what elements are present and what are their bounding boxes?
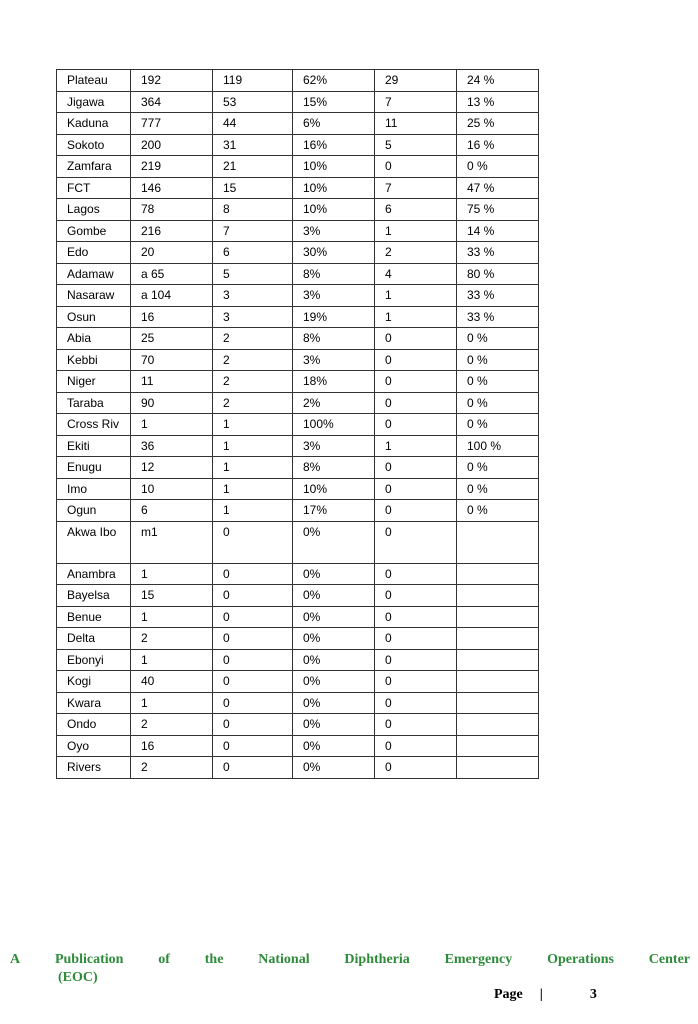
table-row xyxy=(57,328,539,350)
table-cell: 3% xyxy=(293,285,375,307)
table-cell: 78 xyxy=(131,199,213,221)
table-row xyxy=(57,306,539,328)
table-cell: Kogi xyxy=(57,671,131,693)
table-cell: 0 % xyxy=(457,328,539,350)
table-cell: 0 % xyxy=(457,371,539,393)
table-row xyxy=(57,735,539,757)
table-cell: 0 xyxy=(375,606,457,628)
table-cell: 0 xyxy=(375,371,457,393)
table-cell: FCT xyxy=(57,177,131,199)
table-cell: 2 xyxy=(375,242,457,264)
table-cell: 1 xyxy=(131,649,213,671)
table-cell: 8% xyxy=(293,263,375,285)
table-cell: 2 xyxy=(213,392,293,414)
page-number: 3 xyxy=(589,987,597,1002)
table-row xyxy=(57,70,539,92)
table-cell: Osun xyxy=(57,306,131,328)
table-cell: 8 xyxy=(213,199,293,221)
table-cell: 1 xyxy=(375,220,457,242)
table-cell: 33 % xyxy=(457,285,539,307)
table-cell: 2 xyxy=(213,371,293,393)
table-cell: 0% xyxy=(293,757,375,779)
table-body xyxy=(57,70,539,779)
table-cell: 6 xyxy=(131,500,213,522)
table-cell: 0 xyxy=(375,500,457,522)
table-cell: 200 xyxy=(131,134,213,156)
table-cell: Oyo xyxy=(57,735,131,757)
table-cell: 17% xyxy=(293,500,375,522)
table-cell: 62% xyxy=(293,70,375,92)
table-row xyxy=(57,263,539,285)
table-cell: 0 xyxy=(213,563,293,585)
table-cell: 19% xyxy=(293,306,375,328)
table-cell: 0 % xyxy=(457,457,539,479)
table-cell: Anambra xyxy=(57,563,131,585)
table-cell xyxy=(457,563,539,585)
table-row xyxy=(57,371,539,393)
table-cell: 6 xyxy=(375,199,457,221)
table-cell: 6% xyxy=(293,113,375,135)
table-cell: 6 xyxy=(213,242,293,264)
table-cell: Delta xyxy=(57,628,131,650)
table-cell: 0 % xyxy=(457,349,539,371)
table-cell: 3% xyxy=(293,220,375,242)
table-cell: 0% xyxy=(293,649,375,671)
table-cell: Ondo xyxy=(57,714,131,736)
table-cell: 0 xyxy=(375,478,457,500)
table-cell: 0% xyxy=(293,606,375,628)
table-cell: 0 xyxy=(375,585,457,607)
table-cell: 0 xyxy=(375,692,457,714)
table-cell: 1 xyxy=(131,606,213,628)
table-cell: 10% xyxy=(293,478,375,500)
table-cell: 8% xyxy=(293,457,375,479)
table-cell: 24 % xyxy=(457,70,539,92)
table-cell: Jigawa xyxy=(57,91,131,113)
table-cell: 0 xyxy=(375,563,457,585)
table-row xyxy=(57,478,539,500)
table-cell: Kaduna xyxy=(57,113,131,135)
table-cell: 12 xyxy=(131,457,213,479)
table-cell xyxy=(457,585,539,607)
table-row xyxy=(57,113,539,135)
table-cell xyxy=(457,606,539,628)
table-cell: Adamaw xyxy=(57,263,131,285)
table-cell: 11 xyxy=(375,113,457,135)
table-cell: Ekiti xyxy=(57,435,131,457)
table-cell: 0 xyxy=(375,714,457,736)
table-cell: 36 xyxy=(131,435,213,457)
table-row xyxy=(57,671,539,693)
table-row xyxy=(57,285,539,307)
table-cell: 0 xyxy=(213,714,293,736)
table-cell: 0 % xyxy=(457,414,539,436)
table-cell: 20 xyxy=(131,242,213,264)
table-cell: 4 xyxy=(375,263,457,285)
table-cell: 16 xyxy=(131,735,213,757)
table-cell: 0 xyxy=(375,671,457,693)
table-cell: Ogun xyxy=(57,500,131,522)
table-cell: 18% xyxy=(293,371,375,393)
table-cell: 10% xyxy=(293,156,375,178)
table-cell: 3 xyxy=(213,285,293,307)
table-cell: 0 xyxy=(375,392,457,414)
table-cell: 0 xyxy=(375,156,457,178)
table-row xyxy=(57,714,539,736)
table-cell: a 65 xyxy=(131,263,213,285)
table-cell: 0% xyxy=(293,628,375,650)
table-cell: Kebbi xyxy=(57,349,131,371)
table-cell: 192 xyxy=(131,70,213,92)
table-cell: 2 xyxy=(131,757,213,779)
table-cell: 0 xyxy=(375,628,457,650)
table-cell: 0 xyxy=(375,649,457,671)
table-cell: Sokoto xyxy=(57,134,131,156)
table-cell: 25 % xyxy=(457,113,539,135)
table-cell: Edo xyxy=(57,242,131,264)
table-cell: Kwara xyxy=(57,692,131,714)
table-cell xyxy=(457,671,539,693)
table-cell: 216 xyxy=(131,220,213,242)
table-cell: 21 xyxy=(213,156,293,178)
table-row xyxy=(57,521,539,563)
table-cell: 0% xyxy=(293,714,375,736)
table-cell: 15 xyxy=(213,177,293,199)
table-row xyxy=(57,563,539,585)
footer-word: Emergency xyxy=(444,952,513,967)
table-cell: Enugu xyxy=(57,457,131,479)
table-cell xyxy=(457,649,539,671)
table-cell: 44 xyxy=(213,113,293,135)
footer-word: the xyxy=(204,952,224,967)
footer-publication-line xyxy=(10,952,690,968)
table-cell: 219 xyxy=(131,156,213,178)
table-cell: 30% xyxy=(293,242,375,264)
table-cell: 5 xyxy=(213,263,293,285)
table-row xyxy=(57,692,539,714)
table-cell: 2 xyxy=(131,628,213,650)
table-row xyxy=(57,628,539,650)
table-cell: 0 xyxy=(375,735,457,757)
table-cell: 2% xyxy=(293,392,375,414)
table-row xyxy=(57,649,539,671)
footer-word: Center xyxy=(648,952,690,967)
table-cell: Imo xyxy=(57,478,131,500)
table-cell: 13 % xyxy=(457,91,539,113)
table-cell: 80 % xyxy=(457,263,539,285)
table-row xyxy=(57,392,539,414)
table-row xyxy=(57,435,539,457)
table-cell: 11 xyxy=(131,371,213,393)
table-cell: 10 xyxy=(131,478,213,500)
table-cell: 0 xyxy=(213,649,293,671)
table-cell: 146 xyxy=(131,177,213,199)
footer-word: of xyxy=(158,952,170,967)
footer-word: Operations xyxy=(547,952,614,967)
table-row xyxy=(57,242,539,264)
table-cell: 0% xyxy=(293,735,375,757)
table-cell xyxy=(457,692,539,714)
table-cell: 1 xyxy=(375,285,457,307)
table-row xyxy=(57,177,539,199)
table-cell: 7 xyxy=(375,177,457,199)
table-cell: 0 xyxy=(375,521,457,563)
table-cell: 10% xyxy=(293,199,375,221)
table-cell: 0 % xyxy=(457,478,539,500)
table-cell: m1 xyxy=(131,521,213,563)
table-cell: 0 % xyxy=(457,500,539,522)
table-cell: 0 xyxy=(213,628,293,650)
table-cell: 33 % xyxy=(457,306,539,328)
table-cell: Rivers xyxy=(57,757,131,779)
table-cell: Niger xyxy=(57,371,131,393)
table-cell: 47 % xyxy=(457,177,539,199)
table-cell: Ebonyi xyxy=(57,649,131,671)
table-cell: a 104 xyxy=(131,285,213,307)
table-cell: 3 xyxy=(213,306,293,328)
table-cell: 53 xyxy=(213,91,293,113)
table-cell: 0 xyxy=(213,757,293,779)
footer-word: A xyxy=(10,952,21,967)
table-cell: 364 xyxy=(131,91,213,113)
table-cell: 33 % xyxy=(457,242,539,264)
table-cell xyxy=(457,628,539,650)
table-cell xyxy=(457,714,539,736)
table-cell: 1 xyxy=(375,435,457,457)
footer-word: Diphtheria xyxy=(344,952,410,967)
table-row xyxy=(57,585,539,607)
table-cell: Bayelsa xyxy=(57,585,131,607)
table-cell: 0 xyxy=(375,757,457,779)
table-cell: 0% xyxy=(293,585,375,607)
table-cell: 31 xyxy=(213,134,293,156)
table-cell: 1 xyxy=(131,692,213,714)
table-cell: 0 xyxy=(213,692,293,714)
table-cell: 16 % xyxy=(457,134,539,156)
table-cell: 1 xyxy=(213,414,293,436)
table-cell: Zamfara xyxy=(57,156,131,178)
table-cell: 75 % xyxy=(457,199,539,221)
footer-eoc: (EOC) xyxy=(58,970,98,985)
table-cell: 1 xyxy=(131,414,213,436)
table-cell: 0 xyxy=(375,328,457,350)
table-cell: 0% xyxy=(293,671,375,693)
table-row xyxy=(57,757,539,779)
table-cell: 3% xyxy=(293,349,375,371)
table-cell: Lagos xyxy=(57,199,131,221)
table-cell: 1 xyxy=(213,457,293,479)
table-cell: 100% xyxy=(293,414,375,436)
table-row xyxy=(57,457,539,479)
table-cell: 15 xyxy=(131,585,213,607)
state-data-table xyxy=(56,69,539,779)
page-label: Page xyxy=(494,987,523,1002)
table-cell: 2 xyxy=(213,349,293,371)
table-cell: 2 xyxy=(213,328,293,350)
table-row xyxy=(57,156,539,178)
table-cell: 0 xyxy=(375,457,457,479)
table-cell: Plateau xyxy=(57,70,131,92)
table-cell: 14 % xyxy=(457,220,539,242)
table-row xyxy=(57,199,539,221)
table-cell: 3% xyxy=(293,435,375,457)
table-cell: Taraba xyxy=(57,392,131,414)
table-cell: 0 xyxy=(375,414,457,436)
table-row xyxy=(57,414,539,436)
table-cell: 8% xyxy=(293,328,375,350)
table-row xyxy=(57,349,539,371)
table-cell: 0 xyxy=(213,585,293,607)
table-cell: Gombe xyxy=(57,220,131,242)
table-cell: 2 xyxy=(131,714,213,736)
table-cell: 10% xyxy=(293,177,375,199)
table-cell: 1 xyxy=(131,563,213,585)
table-cell: 70 xyxy=(131,349,213,371)
table-cell: Cross Riv xyxy=(57,414,131,436)
table-cell: Akwa Ibo xyxy=(57,521,131,563)
footer-word: National xyxy=(258,952,310,967)
table-cell: 0% xyxy=(293,521,375,563)
table-cell: 5 xyxy=(375,134,457,156)
table-row xyxy=(57,606,539,628)
footer-word: Publication xyxy=(54,952,124,967)
table-cell: 1 xyxy=(375,306,457,328)
table-row xyxy=(57,91,539,113)
table-cell: 1 xyxy=(213,478,293,500)
table-cell xyxy=(457,521,539,563)
table-cell: 29 xyxy=(375,70,457,92)
table-cell: 0% xyxy=(293,692,375,714)
table-cell: 90 xyxy=(131,392,213,414)
table-cell: 0% xyxy=(293,563,375,585)
table-cell: 777 xyxy=(131,113,213,135)
table-cell: 0 xyxy=(375,349,457,371)
table-cell: 119 xyxy=(213,70,293,92)
table-cell: 25 xyxy=(131,328,213,350)
table-cell: 0 xyxy=(213,606,293,628)
table-cell xyxy=(457,735,539,757)
page-separator: | xyxy=(539,987,543,1002)
page-number-block xyxy=(494,987,597,1003)
table-cell: 16% xyxy=(293,134,375,156)
table-cell: 15% xyxy=(293,91,375,113)
table-cell: 0 % xyxy=(457,392,539,414)
table-cell: 16 xyxy=(131,306,213,328)
table-row xyxy=(57,220,539,242)
table-cell: 0 xyxy=(213,735,293,757)
table-cell: Benue xyxy=(57,606,131,628)
table-cell: 100 % xyxy=(457,435,539,457)
table-cell: Abia xyxy=(57,328,131,350)
table-cell: Nasaraw xyxy=(57,285,131,307)
table-cell: 0 % xyxy=(457,156,539,178)
table-cell: 0 xyxy=(213,521,293,563)
table-cell: 7 xyxy=(375,91,457,113)
table-cell: 7 xyxy=(213,220,293,242)
table-cell: 0 xyxy=(213,671,293,693)
table-cell: 1 xyxy=(213,500,293,522)
table-cell: 1 xyxy=(213,435,293,457)
table-cell xyxy=(457,757,539,779)
table-row xyxy=(57,500,539,522)
table-cell: 40 xyxy=(131,671,213,693)
table-row xyxy=(57,134,539,156)
